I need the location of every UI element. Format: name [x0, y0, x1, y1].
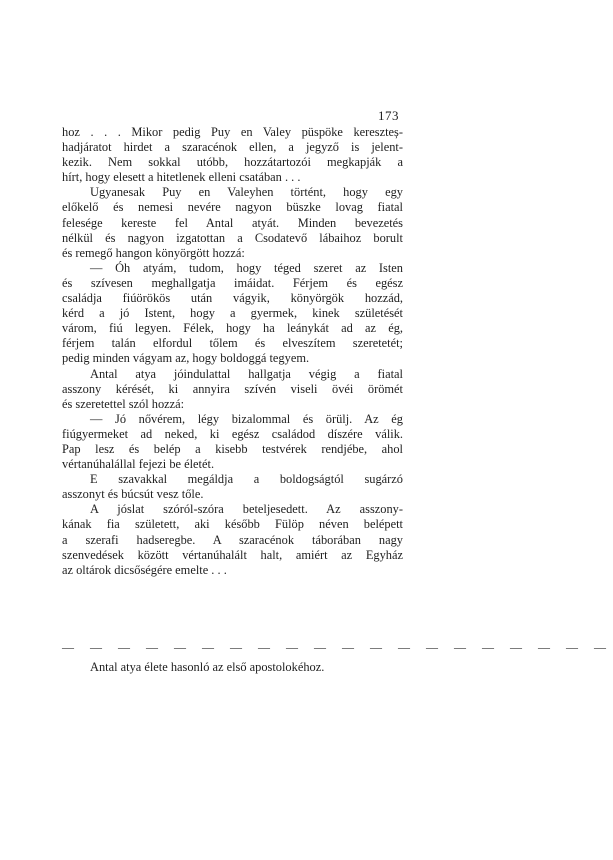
text-line: A jóslat szóról-szóra beteljesedett. Az asszony-: [90, 502, 403, 517]
text-line: fiúgyermeket ad neked, ki egész családod díszére válik.: [62, 426, 403, 441]
text-line: családja fiúörökös után vágyik, könyörgök hozzád,: [62, 291, 403, 306]
text-line: pedig minden vágyam az, hogy boldoggá tegyem.: [62, 351, 310, 366]
text-line: várom, fiú legyen. Félek, hogy ha leánykát ad az ég,: [62, 321, 403, 336]
text-line: Pap lesz és belép a kisebb testvérek rendjébe, ahol: [62, 441, 403, 456]
text-line: nélkül és nagyon izgatottan a Csodatevő lábaihoz borult: [62, 230, 403, 245]
text-line: kának fia született, aki később Fülöp néven belépett: [62, 517, 403, 532]
text-line: előkelő és nemesi nevére nagyon büszke lovag fiatal: [62, 200, 403, 215]
text-line: hoz . . . Mikor pedig Puy en Valey püspöke kereszteș-: [62, 125, 403, 139]
text-line: Ugyanesak Puy en Valeyhen történt, hogy egy: [90, 185, 403, 200]
text-line: — Óh atyám, tudom, hogy téged szeret az Isten: [90, 260, 403, 275]
text-line: hírt, hogy elesett a hitetlenek elleni csatában . . .: [62, 170, 301, 185]
text-line: és remegő hangon könyörgött hozzá:: [62, 245, 245, 260]
text-line: asszonyt és búcsút vesz tőle.: [62, 487, 204, 502]
text-line: szenvedések között vértanúhalált halt, amiért az Egyház: [62, 547, 403, 562]
text-line: asszony kérését, ki annyira szívén viseli övéi örömét: [62, 381, 403, 396]
closing-line: Antal atya élete hasonló az első apostolokéhoz.: [90, 660, 325, 674]
text-line: kezik. Nem sokkal utóbb, hozzátartozói megkapják a: [62, 155, 403, 170]
text-line: felesége kereste fel Antal atyát. Minden bevezetés: [62, 215, 403, 230]
text-line: és szívesen meghallgatja imáidat. Férjem és egész: [62, 275, 403, 290]
page-number: 173: [378, 108, 399, 123]
text-line: Antal atya jóindulattal hallgatja végig a fiatal: [90, 366, 403, 381]
text-line: és szeretettel szól hozzá:: [62, 396, 185, 411]
text-line: hadjáratot hirdet a szaracénok ellen, a jegyző is jelent-: [62, 140, 403, 155]
section-divider: — — — — — — — — — — — — — — — — — — — —: [62, 640, 613, 654]
body-text: [62, 125, 403, 578]
text-line: férjem talán elfordul tőlem és elveszítem szeretetét;: [62, 336, 403, 351]
text-line: vértanúhalállal fejezi be életét.: [62, 457, 215, 472]
text-line: az oltárok dicsőségére emelte . . .: [62, 562, 227, 577]
text-line: kérd a jó Istent, hogy a gyermek, kinek születését: [62, 306, 403, 321]
text-line: a szerafi hadseregbe. A szaracénok táborában nagy: [62, 532, 403, 547]
text-line: E szavakkal megáldja a boldogságtól sugárzó: [90, 472, 403, 487]
text-line: — Jó nővérem, légy bizalommal és örülj. Az ég: [90, 411, 403, 426]
